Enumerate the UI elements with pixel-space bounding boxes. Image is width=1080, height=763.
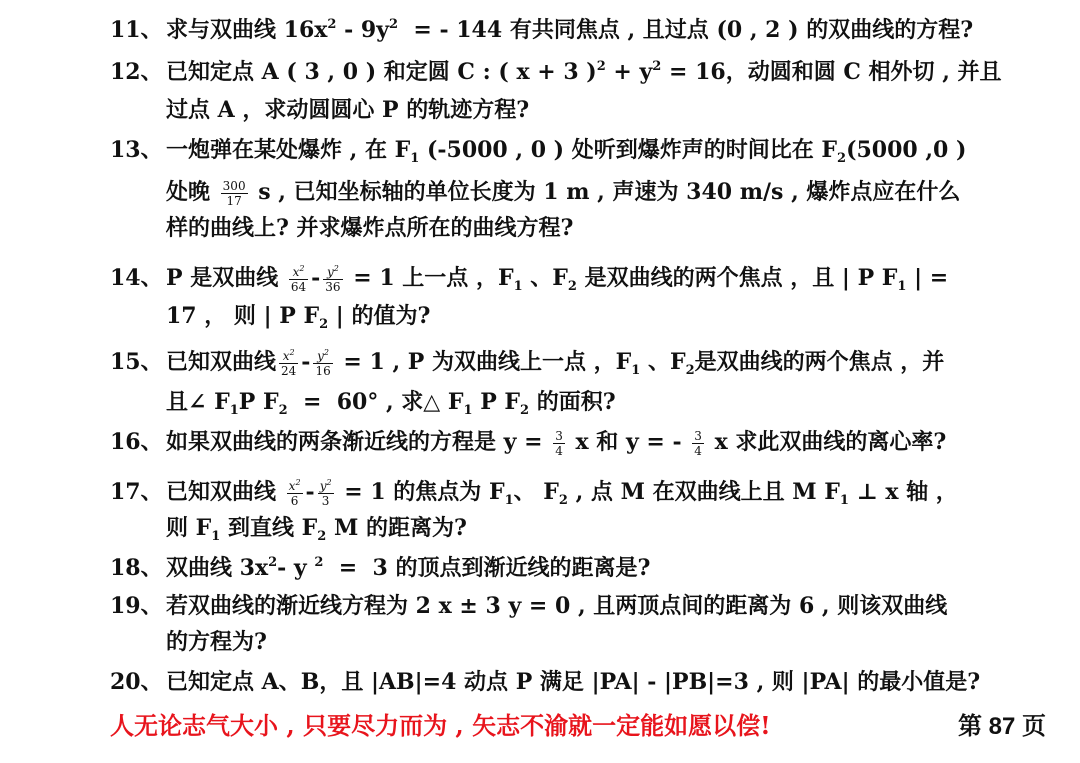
- problem-text: 已知双曲线 $\frac{x^2}{24}$ - $\frac{y^2}{16}$ = 1 , P 为双曲线上一点 ，$F_1$ 、$F_2$是双曲线的两个焦点 ，并: [166, 347, 945, 378]
- problem-text: 已知定点 A、B，且 |AB|=4 动点 P 满足 |PA| - |PB|=3 , 则 |PA| 的最小值是?: [166, 669, 981, 695]
- fraction: $\frac{x^2}{64}$: [290, 263, 307, 294]
- problem-text: 求与双曲线 $16x^2 - 9y^2$ = - 144 有共同焦点 , 且过点 (0 , 2 ) 的双曲线的方程?: [166, 17, 974, 43]
- fraction: $\frac{3}{4}$: [555, 428, 563, 458]
- problem-text: 样的曲线上? 并求爆炸点所在的曲线方程?: [166, 215, 574, 241]
- problem-number: 14、: [110, 265, 163, 291]
- problem-text: 双曲线 $3x^2-$ y $^2$ = 3 的顶点到渐近线的距离是?: [166, 555, 651, 581]
- problem-text: 过点 A ，求动圆圆心 P 的轨迹方程?: [166, 97, 530, 123]
- problem-text: 已知双曲线 $\frac{x^2}{6}$ - $\frac{y^2}{3}$ = 1 的焦点为 $F_1$、 $F_2$ , 点 M 在双曲线上且 M $F_1$ ⊥ x 轴 ，: [166, 477, 958, 508]
- problem-number: 15、: [110, 349, 163, 375]
- problem-number: 17、: [110, 479, 163, 505]
- problem-number: 20、: [110, 669, 163, 695]
- problem-text: 若双曲线的渐近线方程为 2 x ± 3 y = 0 , 且两顶点间的距离为 6 , 则该双曲线: [166, 593, 948, 619]
- fraction: $\frac{y^2}{16}$: [315, 347, 331, 378]
- problem-number: 19、: [110, 593, 163, 619]
- page-number: 第 87 页: [958, 713, 1047, 740]
- problem-text: 17 ， 则 | P $F_2$ | 的值为?: [166, 303, 431, 332]
- problem-number: 13、: [110, 137, 163, 163]
- problem-text: 则 $F_1$ 到直线 $F_2$ M 的距离为?: [166, 515, 467, 544]
- problem-number: 11、: [110, 17, 163, 43]
- fraction: $\frac{y^2}{36}$: [325, 263, 341, 294]
- problem-text: 一炮弹在某处爆炸 , 在 $F_1$ (-5000 , 0 ) 处听到爆炸声的时间比在 $F_2(5000$ ,0 ): [166, 137, 967, 166]
- problem-text: 的方程为?: [166, 629, 267, 655]
- problem-text: 且∠ $F_1P$ $F_2 = 60^\circ$ , 求△ $F_1$ P $F_2$ 的面积?: [166, 389, 616, 418]
- problem-number: 16、: [110, 429, 163, 455]
- problem-text: P 是双曲线 $\frac{x^2}{64}$ - $\frac{y^2}{36}$ = 1 上一点 ，$F_1$ 、$F_2$ 是双曲线的两个焦点 ，且 | P $F_1$ | =: [166, 263, 949, 294]
- fraction: $\frac{y^2}{3}$: [319, 477, 332, 508]
- fraction: $\frac{3}{4}$: [694, 428, 702, 458]
- fraction: $\frac{x^2}{6}$: [288, 477, 301, 508]
- fraction: $\frac{x^2}{24}$: [281, 347, 297, 378]
- problem-number: 18、: [110, 555, 163, 581]
- motto-text: 人无论志气大小 , 只要尽力而为 , 矢志不渝就一定能如愿以偿!: [110, 711, 771, 740]
- problem-text: 已知定点 A ( 3 , 0 ) 和定圆 C : ( x + 3 )$^2 + y^2 = 16$，动圆和圆 C 相外切 , 并且: [166, 59, 1002, 85]
- problem-text: 处晚 $\frac{300}{17}$ s , 已知坐标轴的单位长度为 1 m , 声速为 340 m/s , 爆炸点应在什么: [166, 178, 961, 208]
- problem-text: 如果双曲线的两条渐近线的方程是 y = $\frac{3}{4}$ x 和 y = - $\frac{3}{4}$ x 求此双曲线的离心率?: [166, 428, 947, 458]
- fraction: $\frac{300}{17}$: [222, 178, 246, 208]
- problem-number: 12、: [110, 59, 163, 85]
